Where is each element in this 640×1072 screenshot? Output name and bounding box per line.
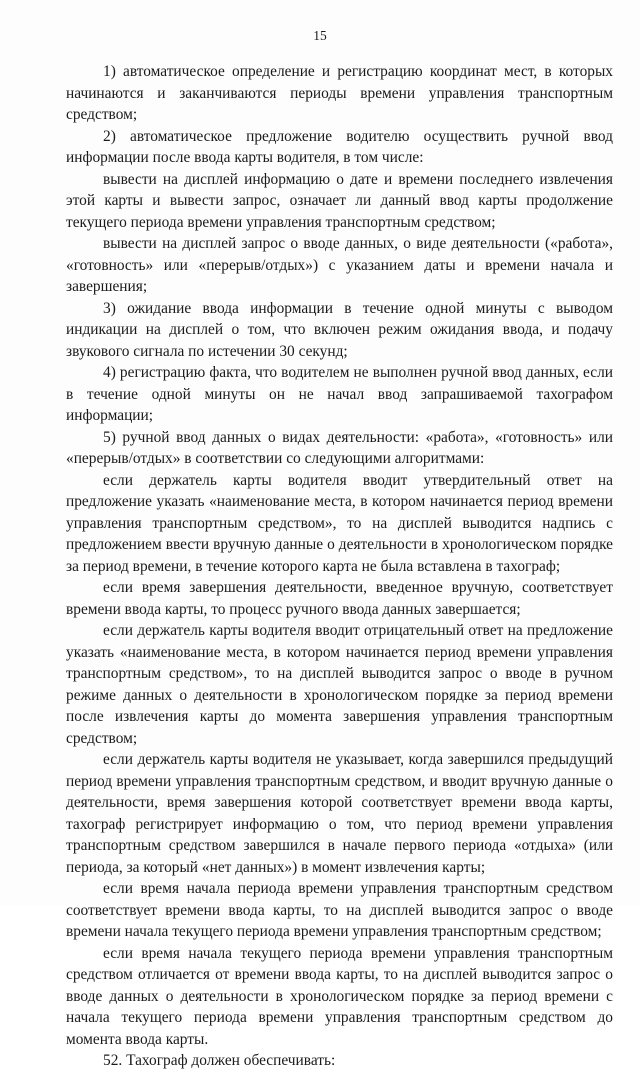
paragraph-algorithm-affirmative: если держатель карты водителя вводит утвердительный ответ на предложение указать «наименование места, в котором начинается период времени управления транспортным средством», то на дисплей выводится надпись с предложением ввести вручную данные о деятельности в хронологическом порядке за период времени, в течение которого карта не была вставлена в тахограф; [66, 471, 613, 575]
page-number: 15 [313, 28, 327, 43]
paragraph-algorithm-negative: если держатель карты водителя вводит отрицательный ответ на предложение указать «наименование места, в котором начинается период времени управления транспортным средством», то на дисплей выводится запрос о вводе в ручном режиме данных о деятельности в хронологическом порядке за период времени после извлечения карты до момента завершения управления транспортным средством; [66, 622, 613, 747]
paragraph-item-1: 1) автоматическое определение и регистрацию координат мест, в которых начинаются и заканчиваются периоды времени управления транспортным средством; [66, 63, 613, 123]
document-body [66, 61, 613, 1072]
paragraph-item-3: 3) ожидание ввода информации в течение одной минуты с выводом индикации на дисплей о том, что включен режим ожидания ввода, и подачу звукового сигнала по истечении 30 секунд; [66, 299, 613, 360]
paragraph-display-activity-request: вывести на дисплей запрос о вводе данных, о виде деятельности («работа», «готовность» или «перерыв/отдых») с указанием даты и времени начала и завершения; [66, 235, 613, 295]
paragraph-display-last-extraction: вывести на дисплей информацию о дате и времени последнего извлечения этой карты и вывести запрос, означает ли данный ввод карты продолжение текущего периода времени управления транспортным средством; [66, 170, 613, 231]
paragraph-item-4: 4) регистрацию факта, что водителем не выполнен ручной ввод данных, если в течение одной минуты он не начал ввод запрашиваемой тахографом информации; [66, 364, 613, 424]
paragraph-algorithm-start-differs: если время начала текущего периода времени управления транспортным средством отличается от времени ввода карты, то на дисплей выводится запрос о вводе данных о деятельности в хронологическом порядке за период времени с начала текущего периода времени управления транспортным средством до момента ввода карты. [66, 944, 613, 1048]
paragraph-algorithm-end-time: если время завершения деятельности, введенное вручную, соответствует времени ввода карты, то процесс ручного ввода данных завершается; [66, 579, 613, 618]
paragraph-item-5: 5) ручной ввод данных о видах деятельности: «работа», «готовность» или «перерыв/отдых» в соответствии со следующими алгоритмами: [66, 428, 613, 467]
paragraph-item-2: 2) автоматическое предложение водителю осуществить ручной ввод информации после ввода карты водителя, в том числе: [66, 127, 613, 166]
paragraph-algorithm-start-equals: если время начала периода времени управления транспортным средством соответствует времени ввода карты, то на дисплей выводится запрос о вводе времени начала текущего периода времени управления транспортным средством; [66, 880, 613, 940]
paragraph-algorithm-no-end: если держатель карты водителя не указывает, когда завершился предыдущий период времени управления транспортным средством, и вводит вручную данные о деятельности, время завершения которой соответствует времени ввода карты, тахограф регистрирует информацию о том, что период времени управления транспортным средством завершился в начале первого периода «отдыха» (или периода, за который «нет данных») в момент извлечения карты; [66, 751, 613, 876]
paragraph-section-52: 52. Тахограф должен обеспечивать: [103, 1052, 336, 1069]
